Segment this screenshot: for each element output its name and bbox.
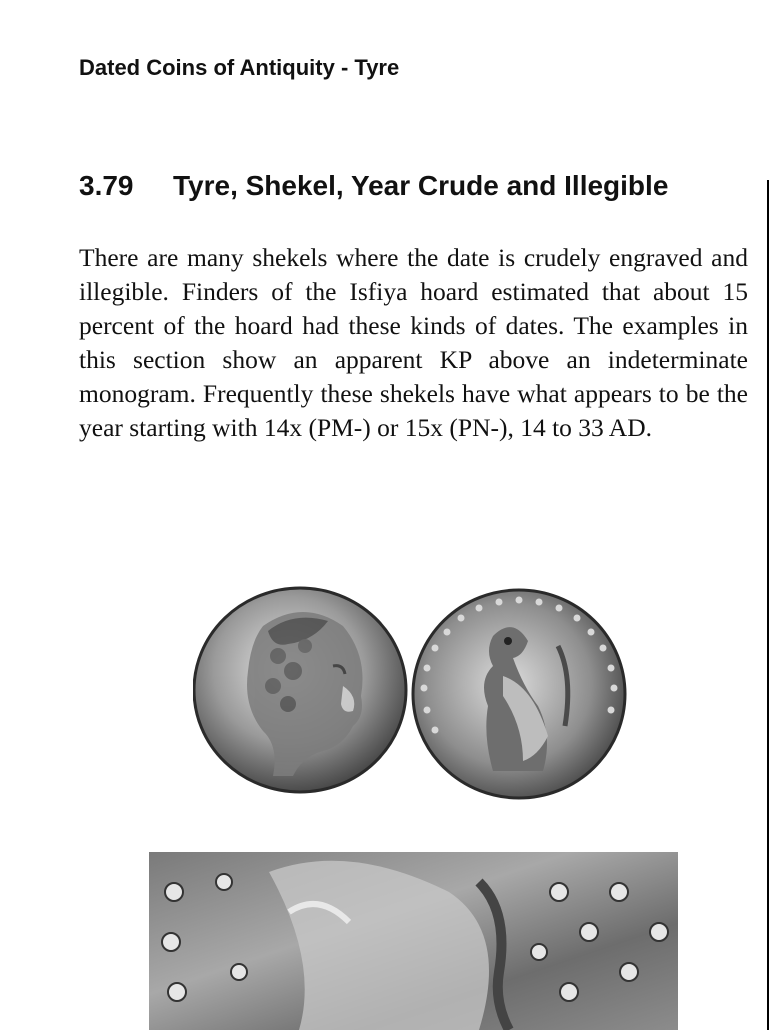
page-right-rule [767, 180, 769, 1030]
body-paragraph: There are many shekels where the date is crudely engraved and illegible. Finders of the Isfiya hoard estimated that about 15 percent of the hoard had these kinds of dates. The examples in this section show an apparent KP above an indeterminate monogram. Frequently these shekels have what appears to be the year starting with 14x (PM-) or 15x (PN-), 14 to 33 AD. [79, 243, 748, 442]
running-header: Dated Coins of Antiquity - Tyre [79, 55, 400, 80]
coin-detail-closeup-icon [149, 852, 678, 1030]
coin-photo-icon [193, 586, 635, 800]
section-heading [79, 170, 759, 202]
section-number: 3.79 [79, 170, 134, 201]
section-title: Tyre, Shekel, Year Crude and Illegible [173, 170, 669, 201]
